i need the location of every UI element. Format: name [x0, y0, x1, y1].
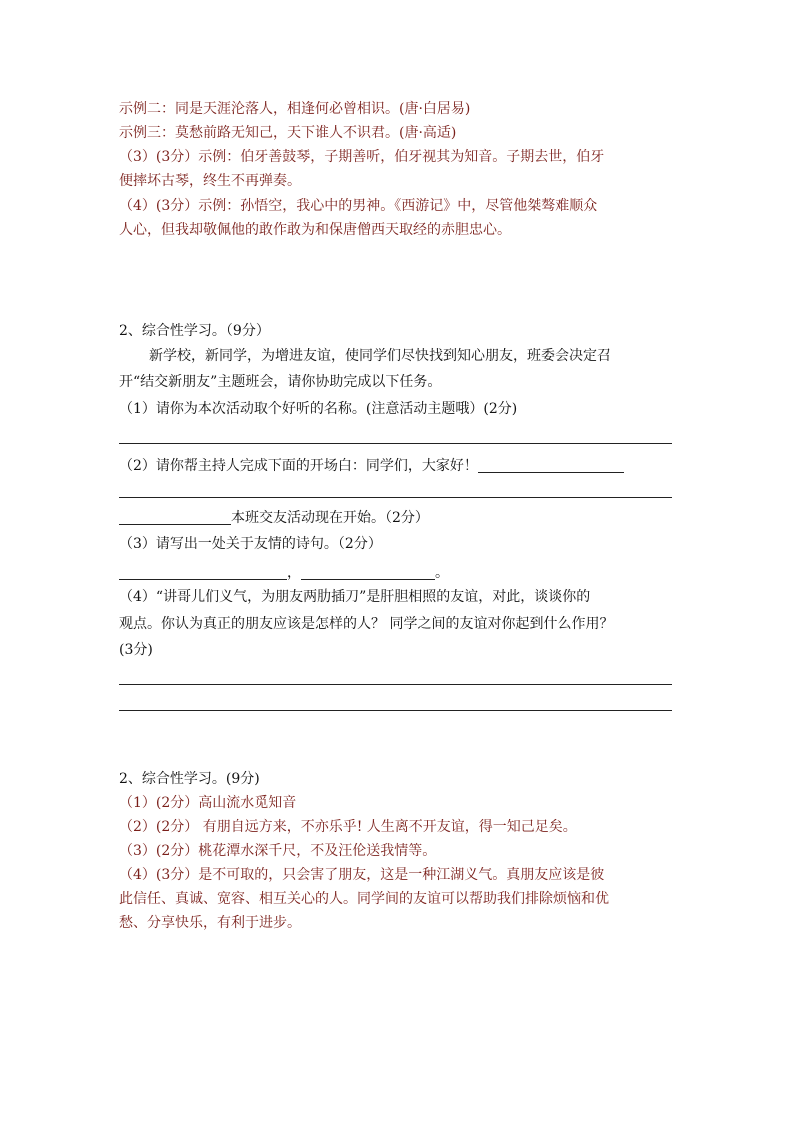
answer-line-q4-a[interactable] [119, 684, 672, 685]
answer-q4-line2: 此信任、真诚、宽容、相互关心的人。同学间的友谊可以帮助我们排除烦恼和优 [119, 891, 609, 907]
answer-example-3: 示例三：莫愁前路无知己，天下谁人不识君。(唐·高适) [119, 125, 457, 141]
answer-4-line1: （4）(3分）示例：孙悟空，我心中的男神。《西游记》中，尽管他桀骜难顺众 [119, 198, 598, 214]
answer-line-q2[interactable] [119, 497, 672, 498]
answer-3-line1: （3）(3分）示例：伯牙善鼓琴，子期善听，伯牙视其为知音。子期去世，伯牙 [119, 149, 605, 165]
question-intro-line2: 开“结交新朋友”主题班会，请你协助完成以下任务。 [119, 374, 442, 390]
answer-q4-line1: （4）(3分）是不可取的，只会害了朋友，这是一种江湖义气。真朋友应该是彼 [119, 867, 605, 883]
answer-3-line2: 便摔坏古琴，终生不再弹奏。 [119, 173, 301, 189]
question-1: （1）请你为本次活动取个好听的名称。(注意活动主题哦）(2分) [119, 401, 518, 417]
answer-blank-q2-a[interactable] [478, 456, 624, 473]
question-3: （3）请写出一处关于友情的诗句。（2分） [119, 536, 382, 552]
answer-example-2: 示例二：同是天涯沦落人，相逢何必曾相识。(唐·白居易) [119, 101, 471, 117]
question-4-line3: (3分) [119, 642, 153, 658]
question-2 [119, 455, 624, 477]
answer-q1: （1）(2分）高山流水觅知音 [119, 795, 297, 811]
answers-heading: 2、综合性学习。(9分) [119, 771, 260, 787]
answer-blank-q3-b[interactable] [301, 563, 435, 580]
answer-q2: （2）(2分） 有朋自远方来，不亦乐乎! 人生离不开友谊，得一知己足矣。 [119, 819, 577, 835]
answer-q4-line3: 愁、分享快乐，有利于进步。 [119, 915, 301, 931]
question-3-comma: ， [287, 565, 301, 581]
question-2-end-text: 本班交友活动现在开始。（2分） [231, 510, 429, 526]
answer-line-q4-b[interactable] [119, 710, 672, 711]
question-4-line2: 观点。你认为真正的朋友应该是怎样的人？ 同学之间的友谊对你起到什么作用？ [119, 616, 614, 632]
answer-blank-q2-b[interactable] [119, 508, 231, 525]
question-3-period: 。 [435, 565, 449, 581]
question-heading: 2、综合性学习。（9分） [119, 323, 270, 339]
answer-blank-q3-a[interactable] [119, 563, 287, 580]
question-2-text: （2）请你帮主持人完成下面的开场白：同学们，大家好！ [119, 458, 478, 474]
question-2-end [119, 507, 429, 529]
question-3-blanks [119, 562, 449, 584]
answer-line-q1[interactable] [119, 443, 672, 444]
answer-q3: （3）(2分）桃花潭水深千尺，不及汪伦送我情等。 [119, 843, 437, 859]
answer-4-line2: 人心，但我却敬佩他的敢作敢为和保唐僧西天取经的赤胆忠心。 [119, 222, 511, 238]
question-4-line1: （4）“讲哥儿们义气，为朋友两肋插刀”是肝胆相照的友谊，对此，谈谈你的 [119, 589, 591, 605]
question-intro-line1: 新学校，新同学，为增进友谊，使同学们尽快找到知心朋友，班委会决定召 [149, 348, 611, 364]
